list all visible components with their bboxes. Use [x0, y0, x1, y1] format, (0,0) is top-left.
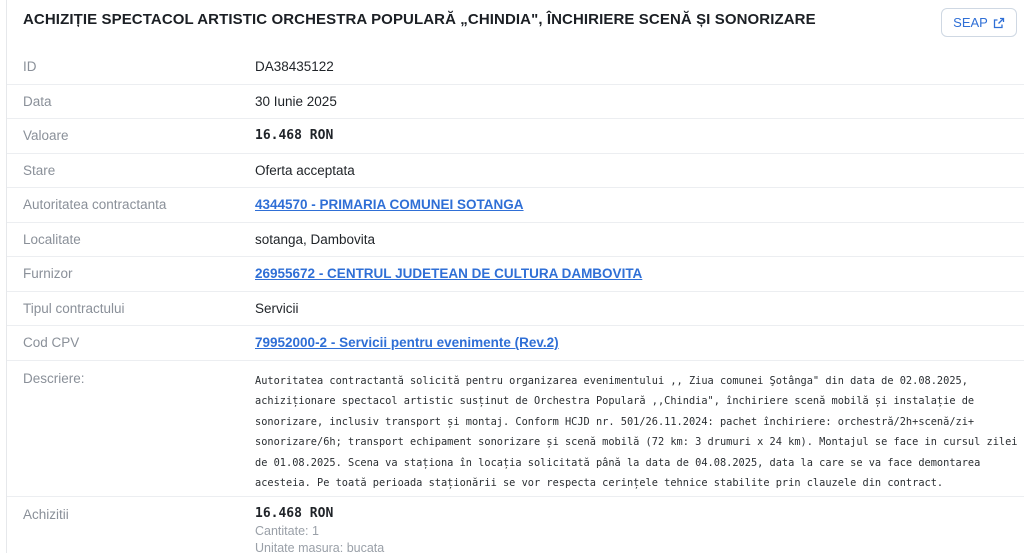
field-label: Valoare: [23, 128, 69, 144]
field-label: Cod CPV: [23, 335, 80, 351]
furnizor-link[interactable]: 26955672 - CENTRUL JUDETEAN DE CULTURA DAMBOVITA: [255, 266, 643, 282]
field-label: ID: [23, 59, 37, 75]
field-row-localitate: [7, 223, 1024, 258]
field-label: Furnizor: [23, 266, 73, 282]
field-value-achizitii: [255, 497, 1024, 553]
field-label: Tipul contractului: [23, 300, 125, 316]
field-row-achizitii: [7, 497, 1024, 553]
procurement-detail-panel: [6, 0, 1024, 553]
field-row-autoritate: [7, 188, 1024, 223]
field-label: Descriere:: [23, 370, 85, 386]
detail-header: [7, 0, 1024, 46]
achizitii-amount: 16.468 RON: [255, 505, 334, 521]
achizitii-unitate: Unitate masura: bucata: [255, 540, 385, 553]
field-value-tip: Servicii: [255, 300, 299, 316]
field-value-furnizor: [255, 266, 1024, 281]
field-value-stare: Oferta acceptata: [255, 162, 355, 178]
field-value-data: 30 Iunie 2025: [255, 93, 337, 109]
autoritate-link[interactable]: 4344570 - PRIMARIA COMUNEI SOTANGA: [255, 197, 524, 213]
seap-link-button[interactable]: [941, 8, 1017, 37]
field-label: Achizitii: [23, 506, 69, 522]
field-row-stare: [7, 154, 1024, 189]
field-row-cpv: [7, 326, 1024, 361]
field-value-valoare: 16.468 RON: [255, 128, 334, 144]
external-link-icon: [993, 17, 1005, 29]
field-row-furnizor: [7, 257, 1024, 292]
achizitii-cantitate: Cantitate: 1: [255, 523, 319, 538]
field-row-descriere: [7, 361, 1024, 497]
field-value-cpv: [255, 335, 1024, 350]
field-row-valoare: [7, 119, 1024, 154]
detail-fields: [7, 50, 1024, 553]
field-row-tip: [7, 292, 1024, 327]
field-value-autoritate: [255, 197, 1024, 212]
page-title: ACHIZIȚIE SPECTACOL ARTISTIC ORCHESTRA POPULARĂ „CHINDIA", ÎNCHIRIERE SCENĂ ȘI SONORIZARE: [23, 11, 816, 28]
field-value-id: DA38435122: [255, 59, 334, 75]
field-label: Localitate: [23, 231, 81, 247]
field-value-descriere: Autoritatea contractantă solicită pentru organizarea evenimentului ,, Ziua comunei Şotânga" din data de 02.08.2025, achiziționare spectacol artistic susținut de Orchestra Populară ,,Chindia", închiriere scenă mobilă și instalație de sonorizare, inclusiv transport și montaj. Conform HCJD nr. 501/26.11.2024: pachet închiriere: orchestră/2h+scenă/zi+ sonorizare/6h; transport echipament sonorizare și scenă mobilă (72 km: 3 drumuri x 24 km). Montajul se face in cursul zilei de 01.08.2025. Scena va staționa în locația solicitată până la data de 04.08.2025, data la care se va face demontarea acesteia. Pe toată perioada staționării se vor respecta cerințele tehnice stabilite prin clauzele din contract.: [255, 374, 1018, 489]
cpv-link[interactable]: 79952000-2 - Servicii pentru evenimente (Rev.2): [255, 335, 559, 351]
field-value-localitate: sotanga, Dambovita: [255, 231, 376, 247]
field-row-data: [7, 85, 1024, 120]
field-label: Data: [23, 93, 52, 109]
field-row-id: [7, 50, 1024, 85]
seap-button-label: SEAP: [953, 15, 988, 30]
field-label: Autoritatea contractanta: [23, 197, 167, 213]
field-label: Stare: [23, 162, 56, 178]
